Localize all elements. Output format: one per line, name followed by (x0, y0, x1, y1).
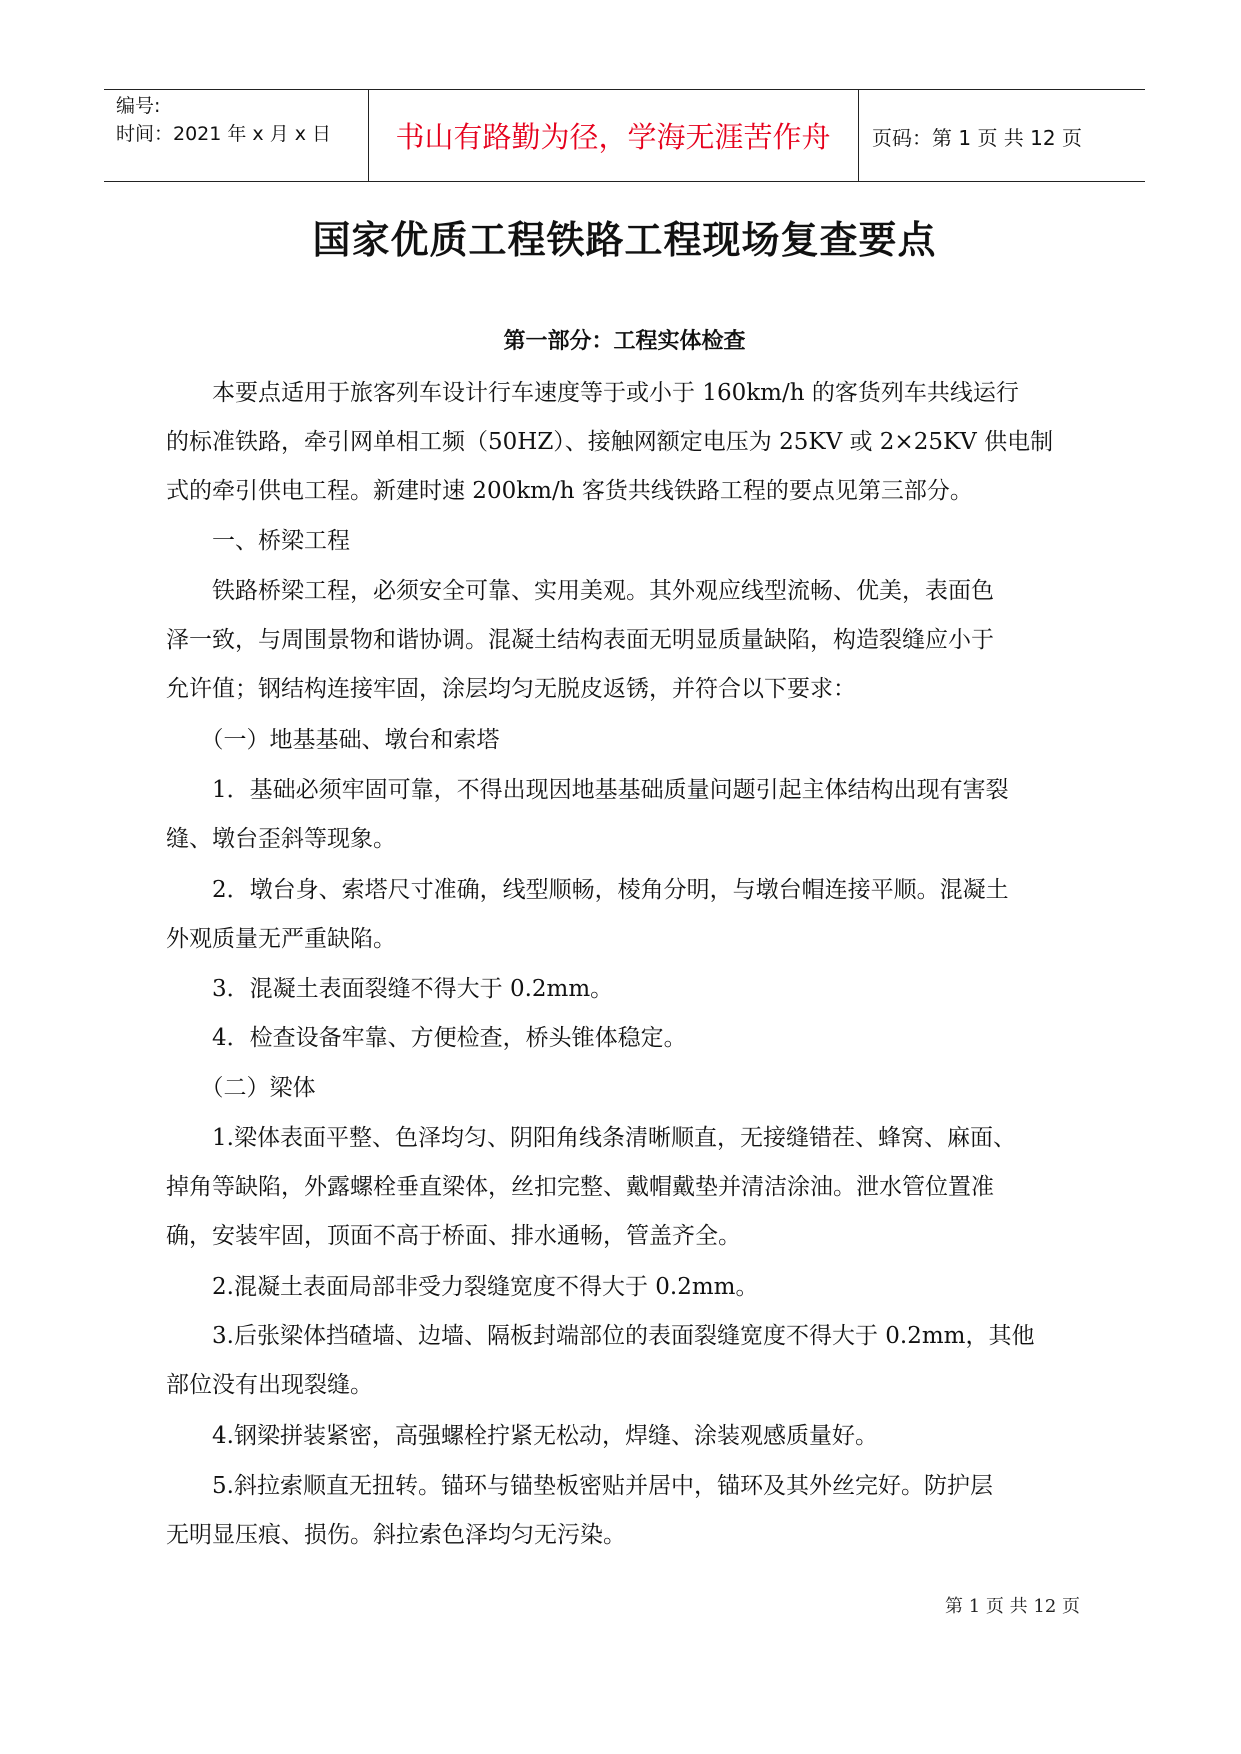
body-line: 无明显压痕、损伤。斜拉索色泽均匀无污染。 (166, 1522, 626, 1548)
body-line: 一、桥梁工程 (166, 528, 350, 554)
body-line: 允许值；钢结构连接牢固，涂层均匀无脱皮返锈，并符合以下要求： (166, 676, 856, 702)
body-line: 5.斜拉索顺直无扭转。锚环与锚垫板密贴并居中，锚环及其外丝完好。防护层 (166, 1473, 993, 1499)
body-line: 的标准铁路，牵引网单相工频（50HZ）、接触网额定电压为 25KV 或 2×25KV 供电制 (166, 429, 1054, 455)
body-line: 确，安装牢固，顶面不高于桥面、排水通畅，管盖齐全。 (166, 1223, 741, 1249)
body-line: 铁路桥梁工程，必须安全可靠、实用美观。其外观应线型流畅、优美，表面色 (166, 578, 994, 604)
body-line: 缝、墩台歪斜等现象。 (166, 826, 396, 852)
serial-label: 编号: (116, 95, 161, 117)
body-line: 式的牵引供电工程。新建时速 200km/h 客货共线铁路工程的要点见第三部分。 (166, 478, 973, 504)
body-line: 1.梁体表面平整、色泽均匀、阴阳角线条清晰顺直，无接缝错茬、蜂窝、麻面、 (166, 1125, 1016, 1151)
body-line: 外观质量无严重缺陷。 (166, 926, 396, 952)
header-divider-right (858, 89, 859, 181)
page-footer: 第 1 页 共 12 页 (945, 1596, 1080, 1617)
header-divider-left (368, 89, 369, 181)
body-line: 1．基础必须牢固可靠，不得出现因地基基础质量问题引起主体结构出现有害裂 (166, 777, 1009, 803)
date-line: 时间：2021 年 x 月 x 日 (116, 123, 332, 145)
body-line: 3．混凝土表面裂缝不得大于 0.2mm。 (166, 976, 614, 1002)
header-top-rule (104, 89, 1145, 90)
header-motto: 书山有路勤为径，学海无涯苦作舟 (395, 120, 831, 154)
body-line: （二）梁体 (166, 1075, 316, 1101)
header-bottom-rule (104, 181, 1145, 182)
header-meta (116, 92, 362, 148)
body-line: 3.后张梁体挡碴墙、边墙、隔板封端部位的表面裂缝宽度不得大于 0.2mm，其他 (166, 1323, 1035, 1349)
section-title: 第一部分：工程实体检查 (503, 329, 746, 354)
body-line: 4．检查设备牢靠、方便检查，桥头锥体稳定。 (166, 1025, 687, 1051)
body-line: 部位没有出现裂缝。 (166, 1372, 373, 1398)
document-title: 国家优质工程铁路工程现场复查要点 (312, 217, 937, 262)
header-page-info: 页码：第 1 页 共 12 页 (872, 126, 1082, 150)
body-line: 掉角等缺陷，外露螺栓垂直梁体，丝扣完整、戴帽戴垫并清洁涂油。泄水管位置准 (166, 1174, 994, 1200)
body-line: 2．墩台身、索塔尺寸准确，线型顺畅，棱角分明，与墩台帽连接平顺。混凝土 (166, 877, 1009, 903)
body-line: （一）地基基础、墩台和索塔 (166, 727, 500, 753)
body-line: 4.钢梁拼装紧密，高强螺栓拧紧无松动，焊缝、涂装观感质量好。 (166, 1423, 878, 1449)
body-line: 泽一致，与周围景物和谐协调。混凝土结构表面无明显质量缺陷，构造裂缝应小于 (166, 627, 994, 653)
body-line: 2.混凝土表面局部非受力裂缝宽度不得大于 0.2mm。 (166, 1274, 759, 1300)
body-line: 本要点适用于旅客列车设计行车速度等于或小于 160km/h 的客货列车共线运行 (166, 380, 1019, 406)
